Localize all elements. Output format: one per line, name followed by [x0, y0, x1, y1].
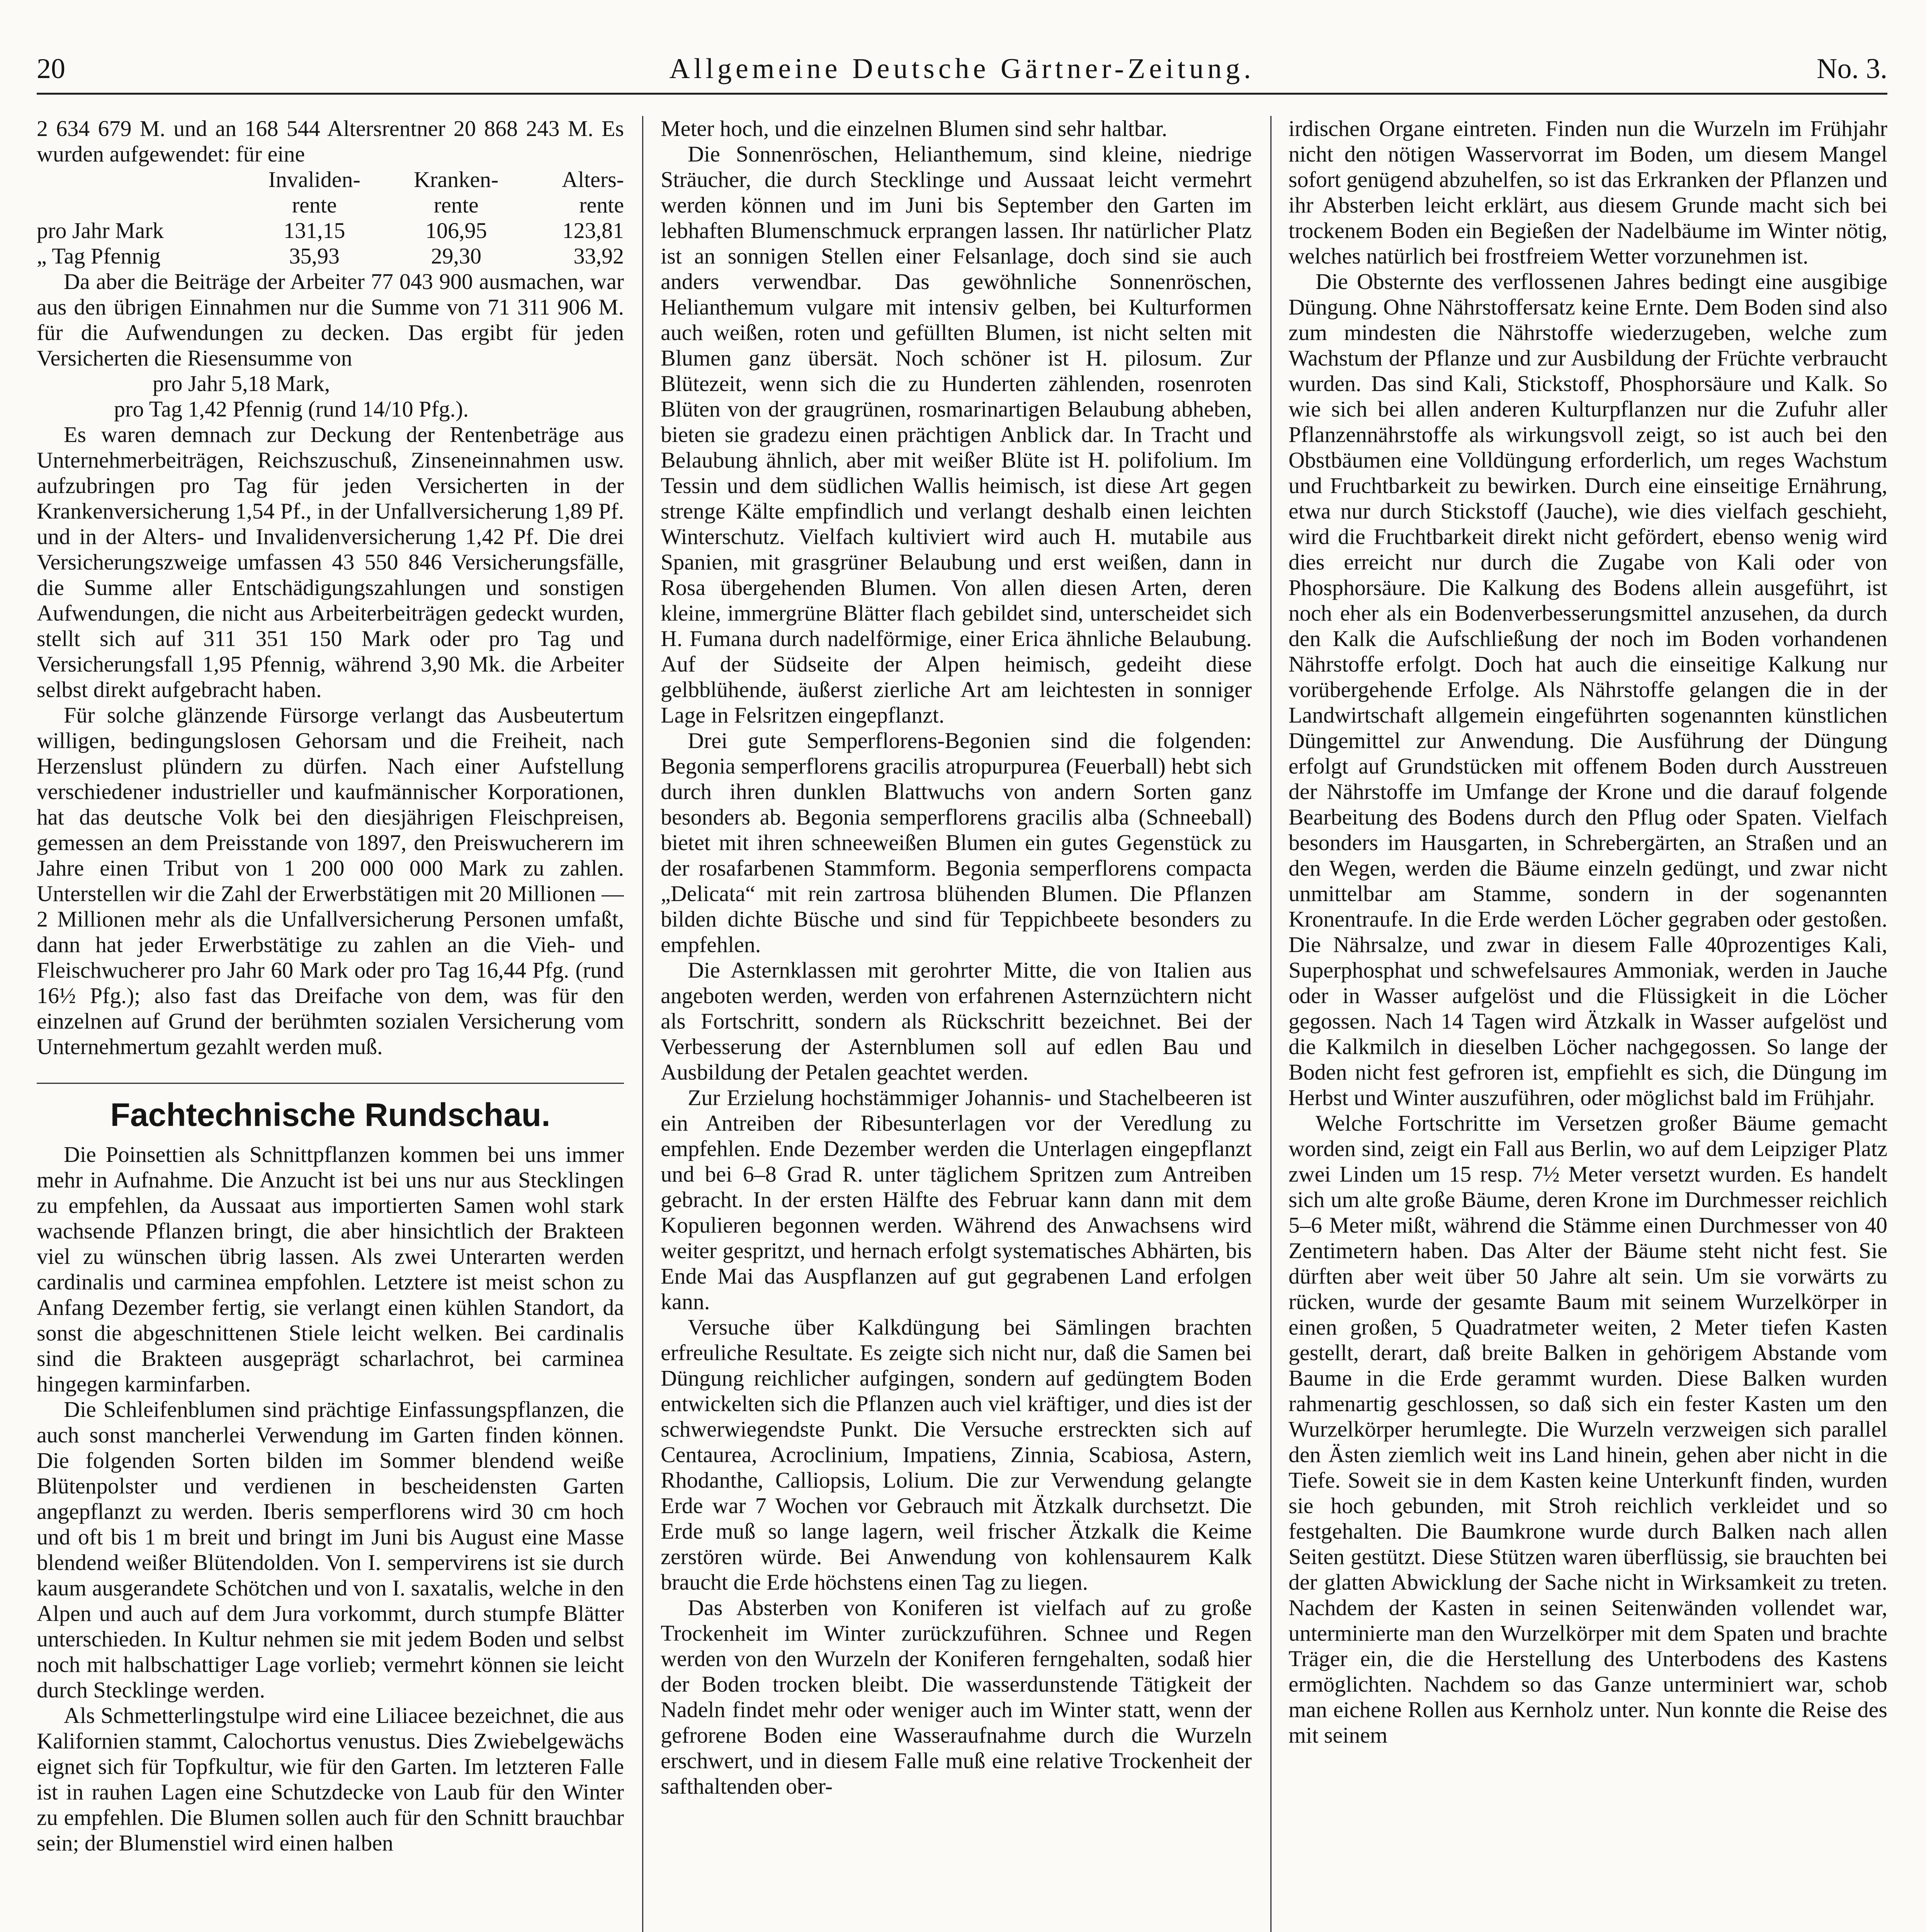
table-cell: [37, 192, 240, 218]
issue-number: No. 3.: [1817, 53, 1887, 85]
table-row: [37, 218, 624, 243]
table-cell: 106,95: [425, 218, 487, 243]
paragraph: Die Sonnenröschen, Helianthemum, sind kleine, niedrige Sträucher, die durch Stecklinge und Aussaat leicht vermehrt werden können und im Juni bis September den Garten im lebhaften Blumenschmuck erprangen lassen. Ihr natürlicher Platz ist an sonnigen Stellen einer Felsanlage, doch sind sie auch anders verwendbar. Das gewöhnliche Sonnenröschen, Helianthemum vulgare mit intensiv gelben, bei Kulturformen auch weißen, roten und gefüllten Blumen, ist nicht selten mit Blumen ganz übersät. Noch schöner ist H. pilosum. Zur Blütezeit, wenn sich die zu Hunderten zählenden, rosenroten Blüten von der graugrünen, rosmarinartigen Belaubung abheben, bieten sie gradezu einen prächtigen Anblick dar. In Tracht und Belaubung ähnlich, aber mit weißer Blüte ist H. polifolium. Im Tessin und dem südlichen Wallis heimisch, ist diese Art gegen strenge Kälte empfindlich und verlangt deshalb einen leichten Winterschutz. Vielfach kultiviert wird auch H. mutabile aus Spanien, mit grasgrüner Belaubung und erst weißen, dann in Rosa übergehenden Blumen. Von allen diesen Arten, deren kleine, immergrüne Blätter flach gebildet sind, unterscheidet sich H. Fumana durch nadelförmige, einer Erica ähnliche Belaubung. Auf der Südseite der Alpen heimisch, gedeiht diese gelbblühende, äußerst zierliche Art am leichtesten in sonniger Lage in Felsritzen eingepflanzt.: [661, 141, 1252, 728]
column-divider: [642, 116, 643, 1932]
paragraph: Da aber die Beiträge der Arbeiter 77 043 900 ausmachen, war aus den übrigen Einnahmen nur die Summe von 71 311 906 M. für die Aufwendungen zu decken. Das ergibt für jeden Versicherten die Riesensumme von: [37, 269, 624, 371]
paragraph: Als Schmetterlingstulpe wird eine Liliacee bezeichnet, die aus Kalifornien stammt, Calochortus venustus. Dies Zwiebelgewächs eignet sich für Topfkultur, wie für den Garten. Im letzteren Falle ist in rauhen Lagen eine Schutzdecke von Laub für den Winter zu empfehlen. Die Blumen sollen auch für den Schnitt brauchbar sein; der Blumenstiel wird einen halben: [37, 1703, 624, 1855]
table-header-cell: Invaliden-: [268, 167, 360, 192]
paragraph: Versuche über Kalkdüngung bei Sämlingen brachten erfreuliche Resultate. Es zeigte sich nicht nur, daß die Samen bei Düngung reichlicher aufgingen, sondern auf gedüngtem Boden entwickelten sich die Pflanzen auch viel kräftiger, und dies ist der schwerwiegendste Punkt. Die Versuche erstreckten sich auf Centaurea, Acroclinium, Impatiens, Zinnia, Scabiosa, Astern, Rhodanthe, Calliopsis, Lolium. Die zur Verwendung gelangte Erde war 7 Wochen vor Gebrauch mit Ätzkalk durchsetzt. Die Erde muß so lange lagern, weil frischer Ätzkalk die Keime zerstören würde. Bei Anwendung von kohlensaurem Kalk braucht die Erde höchstens einen Tag zu liegen.: [661, 1315, 1252, 1595]
paragraph: Meter hoch, und die einzelnen Blumen sind sehr haltbar.: [661, 116, 1168, 141]
table-header-cell: Alters-: [561, 167, 624, 192]
paragraph: Zur Erzielung hochstämmiger Johannis- und Stachelbeeren ist ein Antreiben der Ribesunterlagen vor der Veredlung zu empfehlen. Ende Dezember werden die Unterlagen eingepflanzt und bei 6–8 Grad R. unter täglichem Spritzen zum Antreiben gebracht. In der ersten Hälfte des Februar kann dann mit dem Kopulieren begonnen werden. Während des Anwachsens wird weiter gespritzt, und hernach erfolgt systematisches Abhärten, bis Ende Mai das Auspflanzen auf gut gegrabenen Land erfolgen kann.: [661, 1085, 1252, 1314]
paragraph: irdischen Organe eintreten. Finden nun die Wurzeln im Frühjahr nicht den nötigen Wasservorrat im Boden, um diesem Mangel sofort genügend abzuhelfen, so ist das Erkranken der Pflanzen und ihr Absterben leicht erklärt, aus diesem Grunde macht sich bei trockenem Boden ein Begießen der Nadelbäume im Winter nötig, welches natürlich bei frostfreiem Wetter vorzunehmen ist.: [1289, 116, 1887, 269]
column-divider: [1270, 116, 1272, 1932]
table-row: [37, 243, 624, 269]
table-cell: 29,30: [431, 243, 481, 269]
page-header: [37, 49, 1887, 92]
column-1: [37, 116, 624, 1932]
table-cell: 131,15: [283, 218, 345, 243]
paragraph: Die Obsternte des verflossenen Jahres bedingt eine ausgibige Düngung. Ohne Nährstoffersatz keine Ernte. Dem Boden sind also zum mindesten die Nährstoffe wiederzugeben, welche zum Wachstum der Pflanze und zur Ausbildung der Früchte verbraucht wurden. Das sind Kali, Stickstoff, Phosphorsäure und Kalk. So wie sich bei allen anderen Kulturpflanzen nur die Zufuhr aller Pflanzennährstoffe als wirkungsvoll zeigt, so ist auch bei den Obstbäumen eine Volldüngung erforderlich, um reges Wachstum und Fruchtbarkeit zu bewirken. Durch eine einseitige Ernährung, etwa nur durch Stickstoff (Jauche), wie dies vielfach geschieht, wird die Fruchtbarkeit direkt nicht gefördert, ebenso wenig wird dies erreicht nur durch die Zugabe von Kali oder von Phosphorsäure. Die Kalkung des Bodens allein ausgeführt, ist noch eher als ein Bodenverbesserungsmittel anzusehen, da durch den Kalk die Aufschließung der noch im Boden vorhandenen Nährstoffe erfolgt. Doch hat auch die einseitige Kalkung nur vorübergehende Erfolge. Als Nährstoffe gelangen die in der Landwirtschaft allgemein eingeführten sogenannten künstlichen Düngemittel zur Anwendung. Die Ausführung der Düngung erfolgt auf Grundstücken mit offenem Boden durch Ausstreuen der Nährstoffe im Umfange der Krone und die darauf folgende Bearbeitung des Bodens durch den Pflug oder Spaten. Vielfach besonders im Hausgarten, in Schrebergärten, an Straßen und an den Wegen, werden die Bäume einzeln gedüngt, und zwar nicht unmittelbar am Stamme, sondern in der sogenannten Kronentraufe. In die Erde werden Löcher gegraben oder gestoßen. Die Nährsalze, und zwar in diesem Falle 40prozentiges Kali, Superphosphat und schwefelsaures Ammoniak, werden in Jauche oder in Wasser aufgelöst und die Flüssigkeit in die Löcher gegossen. Nach 14 Tagen wird Ätzkalk in Wasser aufgelöst und die Kalkmilch in dieselben Löcher nachgegossen. So lange der Boden nicht fest gefroren ist, empfiehlt es sich, die Düngung im Herbst und Winter auszuführen, oder möglichst bald im Frühjahr.: [1289, 269, 1887, 1110]
paragraph: Die Asternklassen mit gerohrter Mitte, die von Italien aus angeboten werden, werden von erfahrenen Asternzüchtern nicht als Fortschritt, sondern als Rückschritt bezeichnet. Bei der Verbesserung der Asternblumen soll auf edlen Bau und Ausbildung der Petalen geachtet werden.: [661, 957, 1252, 1085]
journal-title: Allgemeine Deutsche Gärtner-Zeitung.: [669, 53, 1255, 85]
table-cell: 35,93: [289, 243, 340, 269]
table-cell: 33,92: [573, 243, 624, 269]
column-3: [1289, 116, 1887, 1932]
paragraph: Für solche glänzende Fürsorge verlangt das Ausbeutertum willigen, bedingungslosen Gehorsam und die Freiheit, nach Herzenslust plündern zu dürfen. Nach einer Aufstellung verschiedener industrieller und kaufmännischer Korporationen, hat das deutsche Volk bei den diesjährigen Fleischpreisen, gemessen an dem Preisstande von 1897, den Preiswucherern im Jahre einen Tribut von 1 200 000 000 Mark zu zahlen. Unterstellen wir die Zahl der Erwerbstätigen mit 20 Millionen — 2 Millionen mehr als die Unfallversicherung Personen umfaßt, dann hat jeder Erwerbstätige zu zahlen an die Vieh- und Fleischwucherer pro Jahr 60 Mark oder pro Tag 16,44 Pfg. (rund 16½ Pfg.); also fast das Dreifache von dem, was für den einzelnen auf Grund der berühmten sozialen Versicherung vom Unternehmertum gezahlt werden muß.: [37, 702, 624, 1059]
table-cell: „ Tag Pfennig: [37, 243, 161, 269]
paragraph: 2 634 679 M. und an 168 544 Altersrentner 20 868 243 M. Es wurden aufgewendet: für eine: [37, 116, 624, 167]
sum-line-year: pro Jahr 5,18 Mark,: [153, 371, 330, 396]
table-cell: [37, 167, 240, 192]
header-rule: [37, 93, 1887, 95]
paragraph: Es waren demnach zur Deckung der Rentenbeträge aus Unternehmerbeiträgen, Reichszuschuß, Zinseneinnahmen usw. aufzubringen pro Tag für jeden Versicherten in der Krankenversicherung 1,54 Pf., in der Unfallversicherung 1,89 Pf. und in der Alters- und Invalidenversicherung 1,42 Pf. Die drei Versicherungszweige umfassen 43 550 846 Versicherungsfälle, die Summe aller Entschädigungszahlungen und sonstigen Aufwendungen, die nicht aus Arbeiterbeiträgen gedeckt wurden, stellt sich auf 311 351 150 Mark oder pro Tag und Versicherungsfall 1,95 Pfennig, während 3,90 Mk. die Arbeiter selbst direkt aufgebracht haben.: [37, 422, 624, 702]
paragraph: Drei gute Semperflorens-Begonien sind die folgenden: Begonia semperflorens gracilis atropurpurea (Feuerball) hebt sich durch ihren dunklen Blattwuchs von andern Sorten ganz besonders ab. Begonia semperflorens gracilis alba (Schneeball) bietet mit ihren schneeweißen Blumen ein gutes Gegenstück zu der rosafarbenen Stammform. Begonia semperflorens compacta „Delicata“ mit rein zartrosa blühenden Blumen. Die Pflanzen bilden dichte Büsche und sind für Teppichbeete besonders zu empfehlen.: [661, 728, 1252, 957]
pension-table: [37, 167, 624, 269]
table-cell: 123,81: [562, 218, 624, 243]
paragraph: Die Poinsettien als Schnittpflanzen kommen bei uns immer mehr in Aufnahme. Die Anzucht ist bei uns nur aus Stecklingen zu empfehlen, da Aussaat aus importierten Samen wohl stark wachsende Pflanzen bringt, die aber hinsichtlich der Brakteen viel zu wünschen übrig lassen. Als zwei Unterarten werden cardinalis und carminea empfohlen. Letztere ist meist schon zu Anfang Dezember fertig, sie verlangt einen kühlen Standort, da sonst die abgeschnittenen Stiele leicht welken. Bei cardinalis sind die Brakteen ausgeprägt scharlachrot, bei carminea hingegen karminfarben.: [37, 1142, 624, 1396]
table-header-cell: rente: [292, 192, 337, 218]
table-header-cell: Kranken-: [414, 167, 499, 192]
column-2: [661, 116, 1252, 1932]
paragraph: Welche Fortschritte im Versetzen großer Bäume gemacht worden sind, zeigt ein Fall aus Berlin, wo auf dem Leipziger Platz zwei Linden um 15 resp. 7½ Meter versetzt wurden. Es handelt sich um alte große Bäume, deren Krone im Durchmesser reichlich 5–6 Meter mißt, während die Stämme einen Durchmesser von 40 Zentimetern haben. Das Alter der Bäume steht nicht fest. Sie dürften aber weit über 50 Jahre alt sein. Um sie vorwärts zu rücken, wurde der gesamte Baum mit seinem Wurzelkörper in einen großen, 5 Quadratmeter weiten, 2 Meter tiefen Kasten gestellt, derart, daß breite Balken in gehörigem Abstande vom Baume in die Erde gerammt wurden. Diese Balken wurden rahmenartig geschlossen, so daß sich ein fester Kasten um den Wurzelkörper herumlegte. Die Wurzeln verzweigen sich parallel den Ästen ziemlich weit ins Land hinein, gehen aber nicht in die Tiefe. Soweit sie in dem Kasten keine Unterkunft finden, wurden sie hoch gebunden, mit Stroh reichlich verkleidet und so festgehalten. Die Baumkrone wurde durch Balken nach allen Seiten gestützt. Diese Stützen waren überflüssig, sie brauchten bei der glatten Abwicklung der Sache nicht in Wirksamkeit zu treten. Nachdem der Kasten in seinen Seitenwänden vollendet war, unterminierte man den Wurzelkörper mit dem Spaten und brachte Träger ein, die die Herstellung des Unterbodens des Kastens ermöglichten. Nachdem so das Ganze unterminiert war, schob man eichene Rollen aus Kernholz unter. Nun konnte die Reise des mit seinem: [1289, 1111, 1887, 1748]
table-row: [37, 167, 624, 192]
table-header-cell: rente: [579, 192, 624, 218]
section-heading: Fachtechnische Rundschau.: [37, 1083, 624, 1134]
page-number: 20: [37, 53, 65, 85]
table-row: [37, 192, 624, 218]
sum-line-day: pro Tag 1,42 Pfennig (rund 14/10 Pfg.).: [114, 396, 469, 422]
paragraph: Das Absterben von Koniferen ist vielfach auf zu große Trockenheit im Winter zurückzuführen. Schnee und Regen werden von den Wurzeln der Koniferen ferngehalten, sodaß hier der Boden trocken bleibt. Die wasserdunstende Tätigkeit der Nadeln findet mehr oder weniger auch im Winter statt, wenn der gefrorene Boden eine Wasseraufnahme durch die Wurzeln erschwert, und in diesem Falle muß eine relative Trockenheit der safthaltenden ober-: [661, 1595, 1252, 1799]
table-cell: pro Jahr Mark: [37, 218, 164, 243]
table-header-cell: rente: [433, 192, 479, 218]
paragraph: Die Schleifenblumen sind prächtige Einfassungspflanzen, die auch sonst mancherlei Verwendung im Garten finden können. Die folgenden Sorten bilden im Sommer blendend weiße Blütenpolster und verdienen in bescheidensten Garten angepflanzt zu werden. Iberis semperflorens wird 30 cm hoch und oft bis 1 m breit und bringt im Juni bis August eine Masse blendend weißer Blütendolden. Von I. sempervirens ist sie durch kaum ausgerandete Schötchen und von I. saxatalis, welche in den Alpen und auch auf dem Jura vorkommt, durch stumpfe Blätter unterschieden. In Kultur nehmen sie mit jedem Boden und selbst noch mit halbschattiger Lage vorlieb; vermehrt können sie leicht durch Stecklinge werden.: [37, 1397, 624, 1702]
